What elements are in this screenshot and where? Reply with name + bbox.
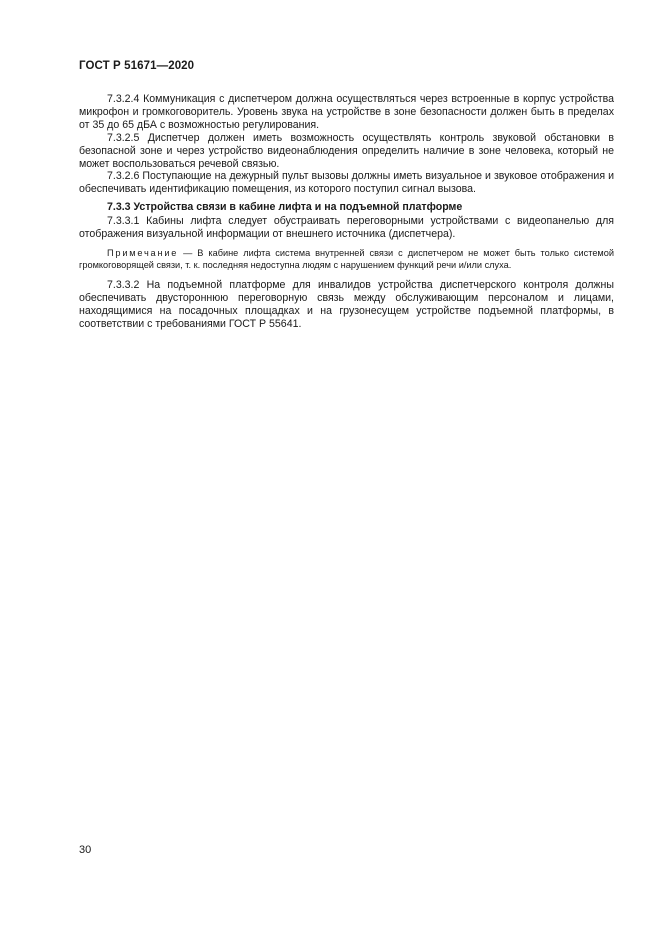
paragraph-7-3-3-2: 7.3.3.2 На подъемной платформе для инвалидов устройства диспетчерского контроля должны обеспечивать двустороннюю переговорную связь между обслуживающим персоналом и лицами, находящимися на посадочных площадках и на грузонесущем устройстве подъемной платформы, в соответствии с требованиями ГОСТ Р 55641. [79,278,614,330]
note-text: — В кабине лифта система внутренней связи с диспетчером не может быть только системой громкоговорящей связи, т. к. последняя недоступна людям с нарушением функций речи и/или слуха. [79,247,614,270]
page-number: 30 [79,844,92,856]
paragraph-7-3-3-1: 7.3.3.1 Кабины лифта следует обустраивать переговорными устройствами с видеопанелью для отображения визуальной информации от внешнего источника (диспетчера). [79,215,614,241]
section-heading-7-3-3: 7.3.3 Устройства связи в кабине лифта и на подъемной платформе [107,201,463,214]
paragraph-7-3-2-6: 7.3.2.6 Поступающие на дежурный пульт вызовы должны иметь визуальное и звуковое отображения и обеспечивать идентификацию помещения, из которого поступил сигнал вызова. [79,170,614,196]
note-label: Примечание [107,247,179,258]
document-body [79,93,614,330]
paragraph-7-3-2-5: 7.3.2.5 Диспетчер должен иметь возможность осуществлять контроль звуковой обстановки в безопасной зоне и через устройство видеонаблюдения определить наличие в зоне человека, который не может воспользоваться речевой связью. [79,131,614,170]
paragraph-7-3-2-4: 7.3.2.4 Коммуникация с диспетчером должна осуществляться через встроенные в корпус устройства микрофон и громкоговоритель. Уровень звука на устройстве в зоне безопасности должен быть в пределах от 35 до 65 дБА с возможностью регулирования. [79,93,614,131]
note [79,248,614,272]
document-header: ГОСТ Р 51671—2020 [79,60,195,72]
